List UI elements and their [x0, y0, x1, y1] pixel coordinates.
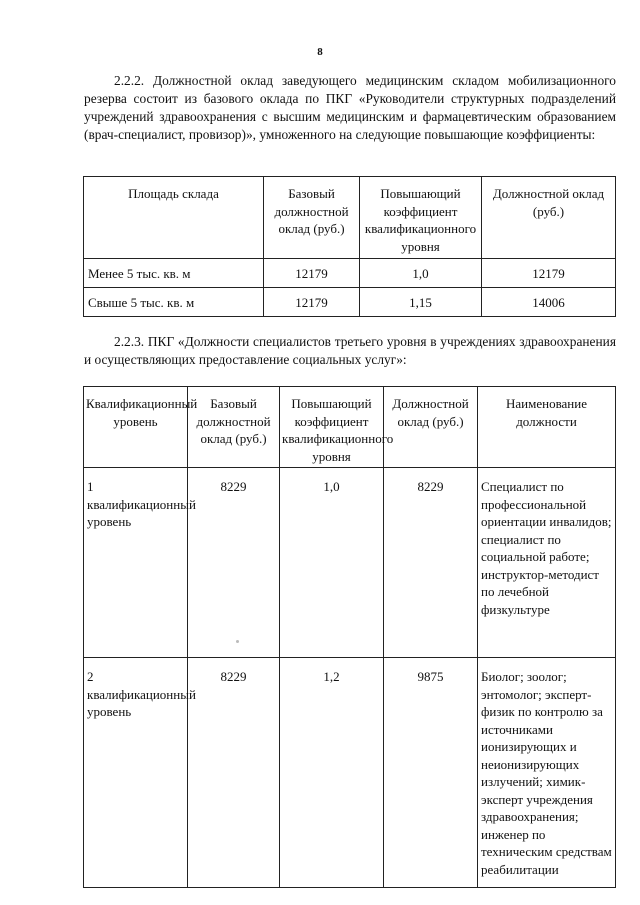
table-row [84, 468, 616, 658]
table-cell: Менее 5 тыс. кв. м [84, 259, 264, 288]
column-header: Базовый должностной оклад (руб.) [264, 177, 360, 259]
table-cell: 1,2 [280, 658, 384, 888]
table-row [84, 259, 616, 288]
column-header: Должностной оклад (руб.) [384, 387, 478, 468]
table-cell: 1,15 [360, 288, 482, 317]
table-cell: 1 квалификационный уровень [84, 468, 188, 658]
table-cell: 2 квалификационный уровень [84, 658, 188, 888]
table-cell: 8229 [188, 468, 280, 658]
table-header-row [84, 387, 616, 468]
table-cell: Биолог; зоолог; энтомолог; эксперт-физик по контролю за источниками ионизирующих и неионизирующих излучений; химик-эксперт учреждения здравоохранения; инженер по техническим средствам реабилитации [478, 658, 616, 888]
table-cell: 12179 [264, 259, 360, 288]
table-cell: Свыше 5 тыс. кв. м [84, 288, 264, 317]
column-header: Наименование должности [478, 387, 616, 468]
column-header: Базовый должностной оклад (руб.) [188, 387, 280, 468]
table-cell: 14006 [482, 288, 616, 317]
table-cell: Специалист по профессиональной ориентации инвалидов; специалист по социальной работе; инструктор-методист по лечебной физкультуре [478, 468, 616, 658]
column-header: Повышающий коэффициент квалификационного уровня [360, 177, 482, 259]
column-header: Повышающий коэффициент квалификационного уровня [280, 387, 384, 468]
specialist-salary-table [83, 386, 616, 888]
section-2-2-2-paragraph [84, 72, 616, 144]
table-cell: 12179 [482, 259, 616, 288]
table-header-row [84, 177, 616, 259]
table-cell: 8229 [188, 658, 280, 888]
table-cell: 12179 [264, 288, 360, 317]
table-cell: 8229 [384, 468, 478, 658]
section-2-2-3-paragraph [84, 333, 616, 369]
table-cell: 1,0 [360, 259, 482, 288]
column-header: Квалификационный уровень [84, 387, 188, 468]
table-cell: 9875 [384, 658, 478, 888]
column-header: Площадь склада [84, 177, 264, 259]
table-cell: 1,0 [280, 468, 384, 658]
column-header: Должностной оклад (руб.) [482, 177, 616, 259]
section-2-2-2-text: 2.2.2. Должностной оклад заведующего медицинским складом мобилизационного резерва состоит из базового оклада по ПКГ «Руководители структурных подразделений учреждений здравоохранения с высшим медицинским и фармацевтическим образованием (врач-специалист, провизор)», умноженного на следующие повышающие коэффициенты: [84, 73, 616, 142]
section-2-2-3-text: 2.2.3. ПКГ «Должности специалистов третьего уровня в учреждениях здравоохранения и осуществляющих предоставление социальных услуг»: [84, 334, 616, 367]
scan-speck [236, 640, 239, 643]
table-row [84, 658, 616, 888]
warehouse-salary-table [83, 176, 616, 317]
table-row [84, 288, 616, 317]
page-number: 8 [317, 46, 323, 58]
